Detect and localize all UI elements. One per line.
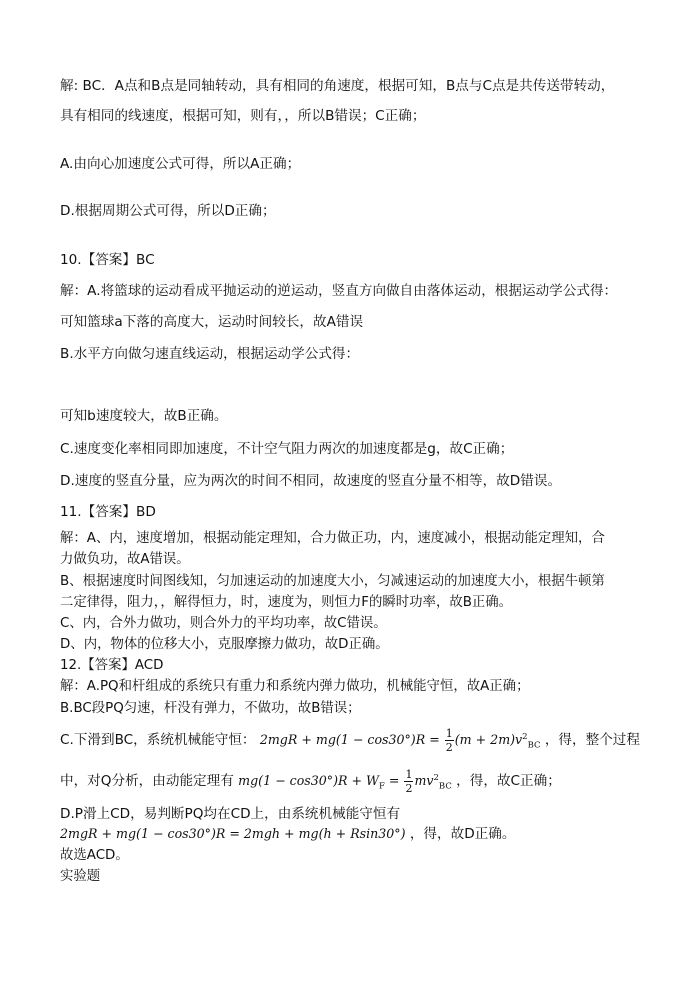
- q12-line-3: [60, 728, 640, 753]
- q10-answer-title: 10.【答案】BC: [60, 252, 155, 268]
- q10-line-1: 解：A.将篮球的运动看成平抛运动的逆运动，竖直方向做自由落体运动，根据运动学公式得：: [60, 283, 618, 299]
- q12-line-7: 故选ACD。: [60, 848, 129, 863]
- q9-line-2: 具有相同的线速度，根据可知，则有，，所以B错误；C正确；: [60, 108, 426, 124]
- q12-line-6: [60, 826, 515, 842]
- q11-line-2: 力做负功，故A错误。: [60, 552, 190, 567]
- q11-line-1: 解：A、内，速度增加，根据动能定理知，合力做正功，内，速度减小，根据动能定理知，合: [60, 531, 605, 546]
- q11-line-3: B、根据速度时间图线知，匀加速运动的加速度大小，匀减速运动的加速度大小，根据牛顿第: [60, 574, 605, 589]
- q10-line-5: C.速度变化率相同即加速度，不计空气阻力两次的加速度都是g，故C正确；: [60, 441, 514, 457]
- energy-equation-system: 2mgR + mg(1 − cos30°)R = $\frac{1}{2}$ $(m + 2m)v^2_{BC}$: [259, 727, 541, 754]
- fraction-one-half: $\frac{1}{2}$: [445, 727, 453, 754]
- eq-q-left: mg(1 − cos30°)R + W: [238, 773, 379, 788]
- q9-line-1: 解: BC．A点和B点是同轴转动，具有相同的角速度，根据可知，B点与C点是共传送带转动，: [60, 78, 615, 94]
- q11-line-5: C、内，合外力做功，则合外力的平均功率，故C错误。: [60, 616, 387, 631]
- q12-line-4: [60, 769, 561, 794]
- q10-line-6: D.速度的竖直分量，应为两次的时间不相同，故速度的竖直分量不相等，故D错误。: [60, 473, 562, 489]
- q12-line-5: D.P滑上CD，易判断PQ均在CD上，由系统机械能守恒有: [60, 806, 401, 822]
- q12-line-2: B.BC段PQ匀速，杆没有弹力，不做功，故B错误；: [60, 701, 361, 716]
- q12-line-6-tail: ，得，故D正确。: [409, 826, 516, 842]
- q12-answer-title: 12.【答案】ACD: [60, 658, 164, 673]
- eq-c-right: (m + 2m)v: [454, 732, 523, 747]
- q12-line-3-text: C.下滑到BC，系统机械能守恒：: [60, 732, 256, 748]
- q10-line-4: 可知b速度较大，故B正确。: [60, 408, 228, 424]
- q9-line-3: A.由向心加速度公式可得，所以A正确；: [60, 156, 301, 172]
- eq-q-right: mv: [414, 773, 434, 788]
- q10-line-2: 可知篮球a下落的高度大，运动时间较长，故A错误: [60, 314, 364, 330]
- energy-equation-q: $mg(1 - \cos 30^\circ)R + W_F$ = $\frac{1}{2}$ $mv^2_{BC}$: [238, 768, 452, 795]
- q11-answer-title: 11.【答案】BD: [60, 504, 156, 520]
- q9-line-4: D.根据周期公式可得，所以D正确；: [60, 203, 276, 219]
- q12-line-1: 解：A.PQ和杆组成的系统只有重力和系统内弹力做功，机械能守恒，故A正确；: [60, 679, 530, 694]
- eq-c-left: 2mgR + mg(1 − cos30°)R =: [259, 732, 444, 747]
- q12-line-4-text: 中，对Q分析，由动能定理有: [60, 773, 234, 789]
- q11-line-6: D、内，物体的位移大小，克服摩擦力做功，故D正确。: [60, 637, 389, 652]
- energy-equation-d: 2mgR + mg(1 − cos30°)R = 2mgh + mg(h + Rsin30°): [60, 826, 406, 841]
- q11-line-4: 二定律得，阻力，，解得恒力，时，速度为，则恒力F的瞬时功率，故B正确。: [60, 595, 513, 610]
- q10-line-3: B.水平方向做匀速直线运动，根据运动学公式得：: [60, 346, 360, 362]
- section-heading-experiment: 实验题: [60, 869, 101, 884]
- fraction-one-half-q: $\frac{1}{2}$: [405, 768, 413, 795]
- q12-line-3-tail: ，得，整个过程: [544, 732, 640, 748]
- q12-line-4-tail: ，得，故C正确；: [456, 773, 561, 789]
